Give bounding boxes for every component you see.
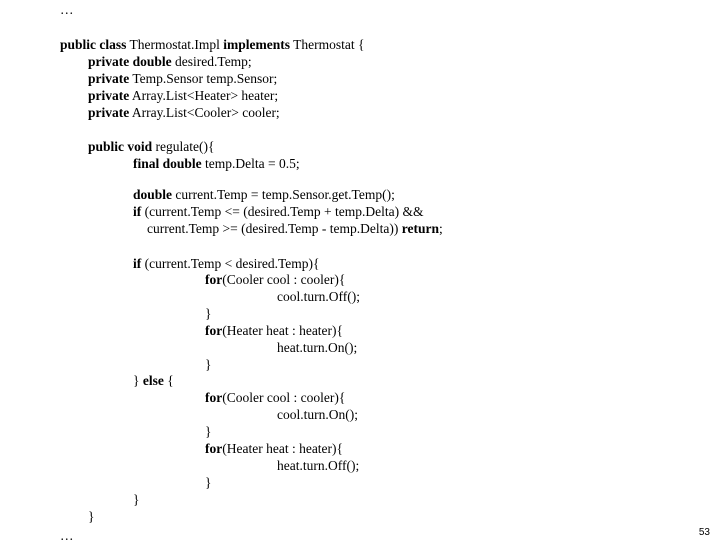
code-text: cool.turn.Off(); (277, 289, 360, 304)
code-text: } (205, 475, 212, 490)
code-line (88, 138, 215, 155)
code-keyword: if (133, 256, 142, 271)
code-text: ; (439, 221, 443, 236)
code-line (205, 440, 343, 457)
code-line (60, 527, 74, 544)
code-keyword: double (132, 54, 172, 69)
code-line (133, 372, 174, 389)
code-line (277, 406, 358, 423)
code-keyword: for (205, 390, 223, 405)
code-keyword: private (88, 88, 130, 103)
code-keyword: for (205, 272, 223, 287)
code-keyword: void (127, 139, 153, 154)
code-text: { (163, 373, 174, 388)
code-text: (Cooler cool : cooler){ (222, 390, 346, 405)
code-keyword: implements (223, 37, 291, 52)
code-text: (Cooler cool : cooler){ (222, 272, 346, 287)
code-line (133, 491, 139, 508)
code-line (277, 339, 357, 356)
code-keyword: public (60, 37, 97, 52)
code-line (147, 220, 443, 237)
code-text: heat.turn.On(); (277, 340, 358, 355)
code-line (60, 36, 365, 53)
code-text: Array.List<Heater> heater; (129, 88, 279, 103)
code-line (88, 104, 280, 121)
code-keyword: return (401, 221, 439, 236)
code-keyword: else (142, 373, 164, 388)
code-text: } (133, 373, 143, 388)
code-line (205, 474, 211, 491)
code-line (277, 288, 360, 305)
code-text: } (205, 357, 212, 372)
code-keyword: private (88, 71, 130, 86)
code-text: Temp.Sensor temp.Sensor; (129, 71, 278, 86)
code-line (133, 203, 423, 220)
code-text: Thermostat { (290, 37, 365, 52)
code-line (133, 186, 395, 203)
code-line (88, 508, 94, 525)
code-text: heat.turn.Off(); (277, 458, 360, 473)
code-text: (Heater heat : heater){ (222, 441, 344, 456)
code-line (133, 155, 300, 172)
code-line (205, 305, 211, 322)
code-line (205, 356, 211, 373)
slide-number: 53 (698, 527, 710, 538)
code-text: regulate(){ (152, 139, 215, 154)
code-text: … (60, 2, 74, 17)
code-line (133, 255, 320, 272)
code-keyword: final (133, 156, 160, 171)
code-line (88, 53, 252, 70)
code-text: temp.Delta = 0.5; (201, 156, 300, 171)
code-keyword: for (205, 441, 223, 456)
code-keyword: for (205, 323, 223, 338)
code-line (205, 423, 211, 440)
code-line (277, 457, 359, 474)
code-keyword: if (133, 204, 142, 219)
code-text: cool.turn.On(); (277, 407, 358, 422)
code-text: desired.Temp; (171, 54, 252, 69)
code-text: current.Temp >= (desired.Temp - temp.Delta)) (147, 221, 402, 236)
code-text: current.Temp = temp.Sensor.get.Temp(); (172, 187, 395, 202)
code-text: … (60, 528, 74, 543)
code-keyword: class (99, 37, 127, 52)
code-keyword: double (133, 187, 173, 202)
code-text: (current.Temp <= (desired.Temp + temp.Delta) && (141, 204, 424, 219)
code-keyword: private (88, 105, 130, 120)
code-text: (current.Temp < desired.Temp){ (141, 256, 320, 271)
code-text: } (88, 509, 95, 524)
code-line (88, 70, 277, 87)
code-text: } (133, 492, 140, 507)
code-text: Array.List<Cooler> cooler; (129, 105, 280, 120)
code-line (205, 389, 345, 406)
code-line (60, 1, 74, 18)
code-text: } (205, 424, 212, 439)
code-text: } (205, 306, 212, 321)
code-line (205, 322, 343, 339)
code-keyword: public (88, 139, 125, 154)
code-text: Thermostat.Impl (126, 37, 224, 52)
code-text: (Heater heat : heater){ (222, 323, 344, 338)
code-line (205, 271, 345, 288)
code-keyword: private (88, 54, 130, 69)
code-line (88, 87, 278, 104)
code-keyword: double (162, 156, 202, 171)
